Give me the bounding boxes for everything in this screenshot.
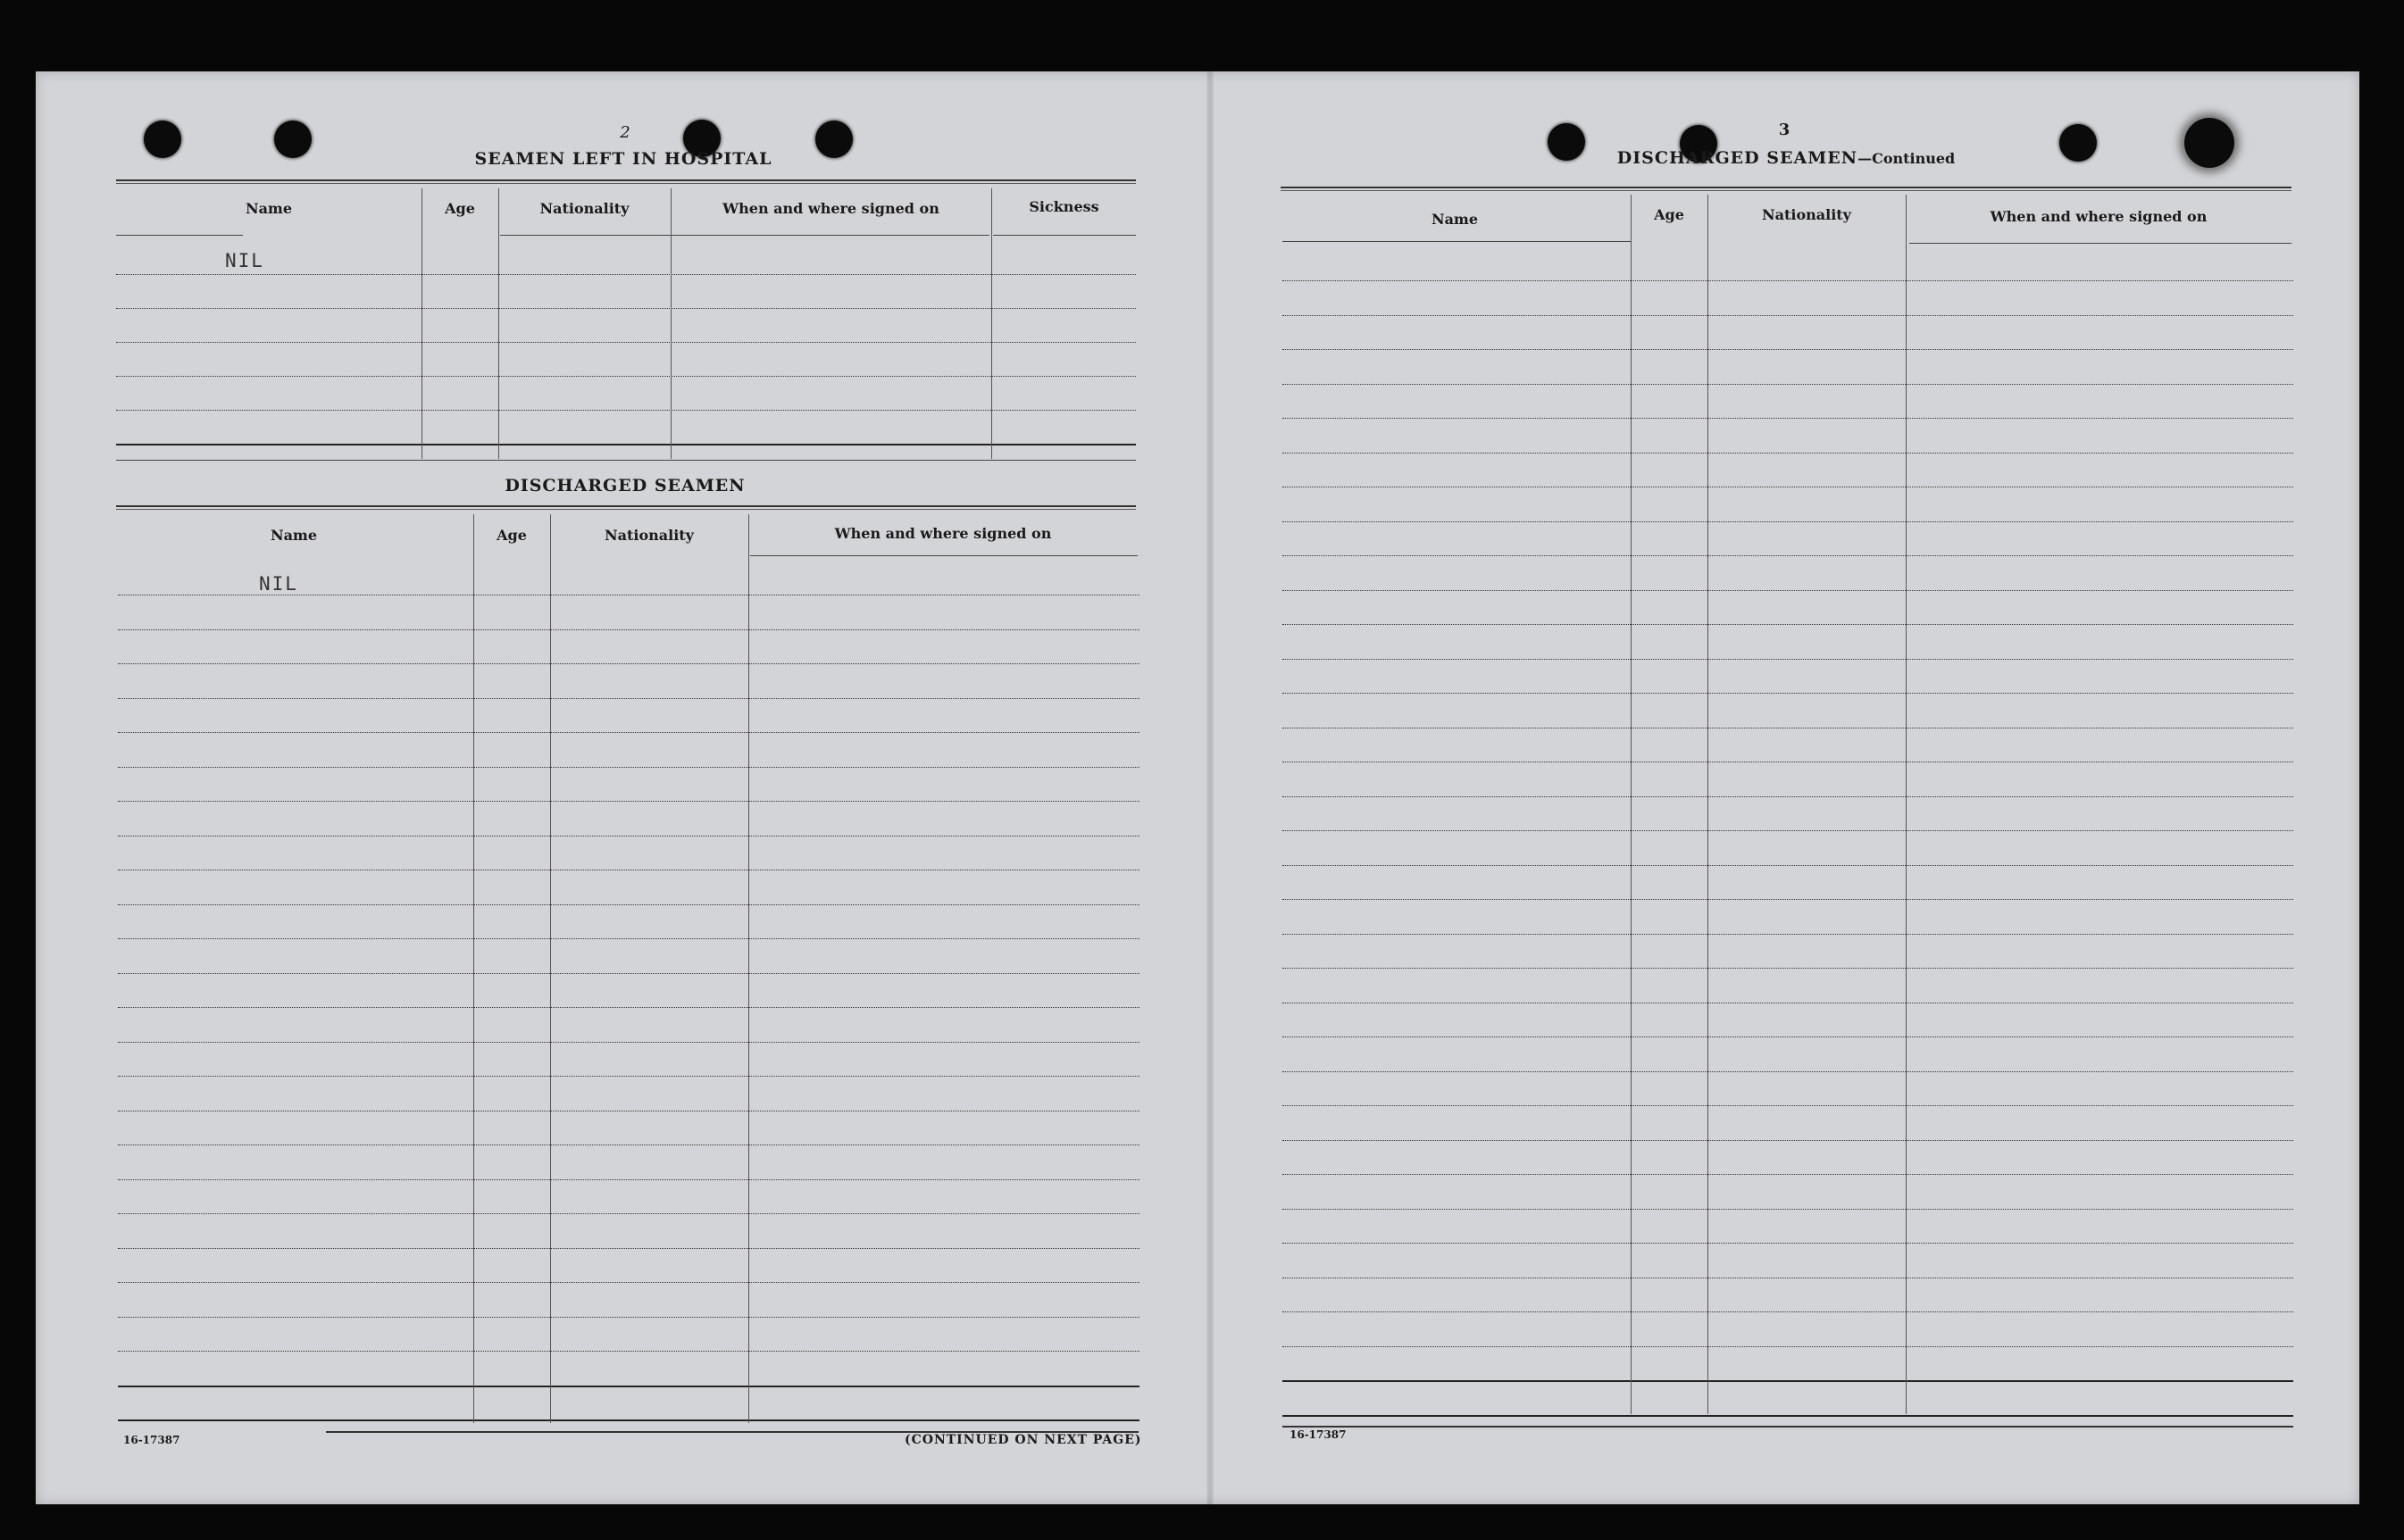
ruled-line — [118, 1007, 1139, 1008]
section-rule — [116, 179, 1136, 184]
ruled-line — [116, 274, 1136, 275]
ruled-line — [1282, 693, 2293, 694]
ruled-line — [1282, 624, 2293, 625]
page-fold — [1206, 71, 1214, 1504]
ruled-line — [118, 1248, 1139, 1249]
section-rule — [116, 460, 1136, 461]
ruled-line — [118, 1179, 1139, 1180]
continued-title-main: DISCHARGED SEAMEN — [1616, 148, 1858, 168]
header-rule — [1282, 241, 1631, 242]
ruled-line — [1282, 830, 2293, 831]
column-divider — [498, 188, 499, 459]
ruled-line — [118, 1317, 1139, 1318]
ruled-line — [116, 376, 1136, 377]
column-divider — [748, 514, 749, 1423]
ruled-line — [1282, 1243, 2293, 1244]
ruled-line — [118, 801, 1139, 802]
ruled-line — [118, 698, 1139, 699]
ruled-line — [118, 663, 1139, 664]
column-header-sickness: Sickness — [1029, 198, 1099, 215]
ruled-line — [1282, 1140, 2293, 1141]
ruled-line — [1282, 1346, 2293, 1347]
column-divider — [550, 514, 551, 1423]
column-header-signed-on: When and where signed on — [1990, 208, 2208, 225]
ruled-line — [1282, 590, 2293, 591]
ruled-line — [1282, 1415, 2293, 1417]
column-divider — [1631, 195, 1632, 1414]
ruled-line — [118, 1351, 1139, 1352]
ruled-line — [1282, 555, 2293, 556]
ruled-line — [1282, 1105, 2293, 1106]
page-number-left: 2 — [620, 123, 630, 142]
column-header-nationality: Nationality — [539, 200, 630, 217]
ruled-line — [118, 836, 1139, 837]
ruled-line — [1282, 418, 2293, 419]
column-divider — [991, 188, 992, 459]
column-divider — [671, 188, 672, 459]
ruled-line — [118, 1042, 1139, 1043]
ledger-paper — [36, 71, 2359, 1504]
column-divider — [473, 514, 474, 1423]
column-header-signed-on: When and where signed on — [834, 525, 1052, 542]
header-rule — [116, 235, 243, 236]
continued-note: (CONTINUED ON NEXT PAGE) — [905, 1433, 1142, 1447]
column-divider — [1707, 195, 1708, 1414]
discharged-section-title: DISCHARGED SEAMEN — [505, 476, 746, 495]
column-header-nationality: Nationality — [1762, 206, 1851, 223]
ruled-line — [118, 904, 1139, 905]
punch-hole — [144, 121, 181, 158]
ruled-line — [1282, 1071, 2293, 1072]
ruled-line — [1282, 1036, 2293, 1037]
ruled-line — [1282, 280, 2293, 281]
ruled-line — [1282, 865, 2293, 866]
column-header-signed-on: When and where signed on — [722, 200, 939, 217]
ruled-line — [116, 342, 1136, 343]
ruled-line — [1282, 899, 2293, 900]
ruled-line — [1282, 1174, 2293, 1175]
form-code-left: 16-17387 — [123, 1434, 180, 1446]
ruled-line — [118, 629, 1139, 630]
ruled-line — [118, 1213, 1139, 1214]
hospital-entry-nil: NIL — [225, 250, 264, 271]
column-header-age: Age — [497, 527, 527, 544]
ruled-line — [118, 973, 1139, 974]
continued-title-suffix: —Continued — [1857, 150, 1956, 167]
header-rule — [993, 235, 1136, 236]
header-rule — [750, 555, 1138, 556]
ruled-line — [118, 1419, 1139, 1421]
ruled-line — [1282, 453, 2293, 454]
column-header-name: Name — [270, 527, 318, 544]
hospital-section-title: SEAMEN LEFT IN HOSPITAL — [474, 149, 772, 169]
punch-hole — [2059, 124, 2097, 162]
column-header-name: Name — [1431, 211, 1479, 228]
form-code-right: 16-17387 — [1290, 1428, 1347, 1441]
ruled-line — [118, 1386, 1139, 1387]
section-rule — [116, 505, 1136, 510]
ruled-line — [1282, 349, 2293, 350]
column-header-age: Age — [1654, 206, 1684, 223]
page-number-right: 3 — [1778, 121, 1790, 139]
column-header-age: Age — [445, 200, 475, 217]
ruled-line — [1282, 934, 2293, 935]
ruled-line — [116, 410, 1136, 411]
ruled-line — [1282, 315, 2293, 316]
ruled-line — [1282, 521, 2293, 522]
punch-hole — [274, 121, 312, 158]
ruled-line — [118, 938, 1139, 939]
ruled-line — [118, 767, 1139, 768]
section-rule — [1281, 187, 2291, 191]
header-rule — [1909, 243, 2291, 244]
ruled-line — [1282, 659, 2293, 660]
ruled-line — [118, 732, 1139, 733]
discharged-entry-nil: NIL — [259, 573, 298, 595]
column-header-name: Name — [245, 200, 293, 217]
continued-section-title — [1607, 148, 1965, 168]
punch-hole — [1548, 123, 1585, 161]
ruled-line — [1282, 1209, 2293, 1210]
column-divider — [1906, 195, 1907, 1414]
ruled-line — [118, 1282, 1139, 1283]
ruled-line — [1282, 796, 2293, 797]
ruled-line — [116, 308, 1136, 309]
ruled-line — [118, 1076, 1139, 1077]
ruled-line — [1282, 1380, 2293, 1382]
ruled-line — [1282, 1311, 2293, 1312]
column-header-nationality: Nationality — [605, 527, 694, 544]
ruled-line — [1282, 968, 2293, 969]
footer-rule — [1282, 1426, 2293, 1428]
header-rule — [500, 235, 989, 236]
ruled-line — [116, 444, 1136, 445]
ruled-line — [1282, 384, 2293, 385]
punch-hole — [2184, 118, 2234, 168]
